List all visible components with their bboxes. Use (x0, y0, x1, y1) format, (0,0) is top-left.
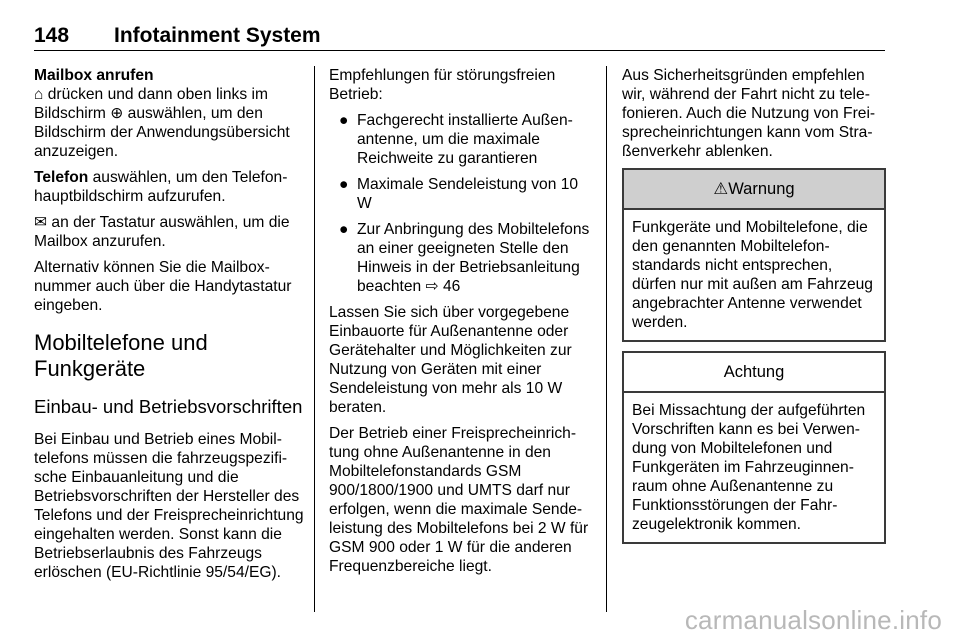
bullet-text: Maximale Sendeleistung von 10 W (357, 176, 579, 212)
telefon-label: Telefon (34, 169, 89, 186)
column-divider-1 (314, 66, 315, 612)
caution-header: Achtung (624, 353, 884, 393)
warning-text: Funkgeräte und Mobiltelefone, die den genannten Mobiltelefonstandards nicht entsprechen, dürfen nur mit außen am Fahrzeug angebrachter Antenne verwendet werden. (632, 219, 873, 331)
recommendations-list (329, 111, 595, 296)
mailbox-heading: Mailbox anrufen (34, 67, 154, 84)
page-reference-link[interactable] (426, 278, 461, 295)
arrow-right-icon: ⇨ (425, 278, 439, 295)
list-item (329, 111, 595, 168)
bullet-icon: ● (339, 112, 349, 129)
list-item (329, 220, 595, 296)
mailbox-paragraph-4: Alternativ können Sie die Mailboxnummer auch über die Handytastatur eingeben. (34, 259, 292, 314)
caution-text: Bei Missachtung der aufgeführten Vorschriften kann es bei Verwendung von Mobiltelefonen und Funkgeräten im Fahrzeuginnenraum ohne Außenantenne zu Funktionsstörungen der Fahrzeugelektronik kommen. (632, 402, 866, 533)
safety-paragraph: Aus Sicherheitsgründen empfehlen wir, während der Fahrt nicht zu telefonieren. Auch die Nutzung von Freisprecheinrichtungen kann vom Straßenverkehr ablenken. (622, 67, 876, 160)
warning-box (622, 168, 886, 342)
bullet-icon: ● (339, 221, 349, 238)
einbau-paragraph: Bei Einbau und Betrieb eines Mobiltelefons müssen die fahrzeugspezifische Einbauanleitung und die Betriebsvorschriften der Hersteller des Telefons und der Freisprecheinrichtung eingehalten werden. Sonst kann die Betriebserlaubnis des Fahrzeugs erlöschen (EU-Richtlinie 95/54/EG). (34, 431, 304, 581)
mailbox-text-1a: drücken und dann oben links im Bildschirm (34, 86, 268, 122)
mailbox-text-1b: auswählen, um den Bildschirm der Anwendungsübersicht anzuzeigen. (34, 105, 290, 160)
mailbox-paragraph-2 (34, 168, 306, 206)
handsfree-paragraph: Der Betrieb einer Freisprecheinrichtung ohne Außenantenne in den Mobiltelefonstandards GSM 900/1800/1900 und UMTS darf nur erfolgen, wenn die maximale Sendeleistung des Mobiltelefons bei 2 W für GSM 900 oder 1 W für die anderen Frequenzbereiche liegt. (329, 425, 589, 575)
column-3 (622, 66, 886, 553)
warning-header (624, 170, 884, 210)
page-header (34, 24, 884, 50)
list-item (329, 175, 595, 213)
watermark: carmanualsonline.info (684, 605, 942, 635)
column-1 (34, 66, 306, 589)
home-icon: ⌂ (34, 86, 44, 103)
header-rule (34, 50, 885, 51)
section-title: Infotainment System (114, 24, 321, 47)
bullet-text: Fachgerecht installierte Außenantenne, um die maximale Reichweite zu garantieren (357, 112, 573, 167)
advice-paragraph: Lassen Sie sich über vorgegebene Einbauorte für Außenantenne oder Gerätehalter und Möglichkeiten zur Nutzung von Geräten mit einer Sendeleistung von mehr als 10 W beraten. (329, 304, 572, 416)
apps-icon: ⊕ (110, 105, 124, 122)
page-number: 148 (34, 24, 70, 47)
mailbox-paragraph-1 (34, 85, 306, 161)
reference-page-number: 46 (442, 278, 461, 295)
heading-einbau: Einbau- und Betriebsvorschriften (34, 396, 303, 417)
voicemail-icon: ✉ (34, 214, 48, 231)
column-2 (329, 66, 595, 583)
column-divider-2 (606, 66, 607, 612)
heading-mobiltelefone: Mobiltelefone und Funkgeräte (34, 330, 208, 381)
warning-title: Warnung (728, 180, 795, 198)
caution-box (622, 351, 886, 544)
warning-icon: ⚠ (713, 180, 729, 198)
bullet-icon: ● (339, 176, 349, 193)
mailbox-paragraph-3 (34, 213, 306, 251)
bullet-text: Zur Anbringung des Mobiltelefons an einer geeigneten Stelle den Hinweis in der Betriebsanleitung beachten (357, 221, 590, 295)
mailbox-text-3: an der Tastatur auswählen, um die Mailbox anzurufen. (34, 214, 290, 250)
mailbox-text-2: auswählen, um den Telefonhauptbildschirm aufzurufen. (34, 169, 288, 205)
recommendations-intro: Empfehlungen für störungsfreien Betrieb: (329, 67, 556, 103)
